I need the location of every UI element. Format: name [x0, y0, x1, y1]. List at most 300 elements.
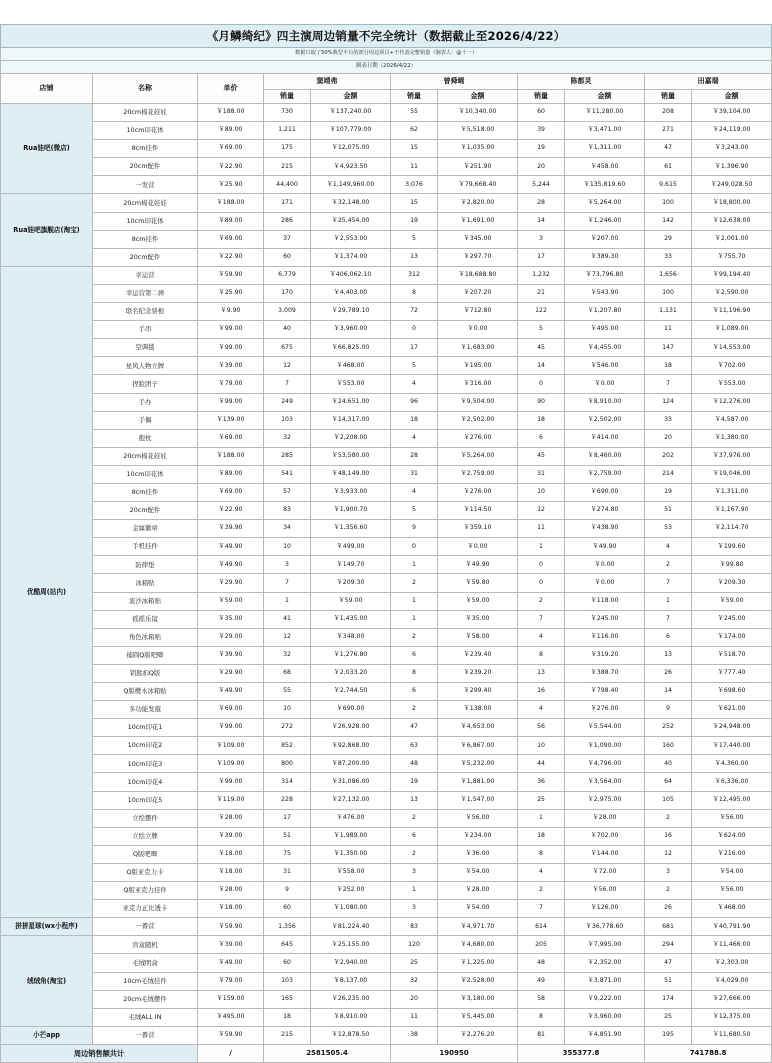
- amount-cell-3: ￥624.00: [692, 827, 772, 845]
- amount-cell-3: ￥2,590.00: [692, 284, 772, 302]
- table-row: [1, 683, 772, 701]
- amount-cell-1: ￥195.00: [438, 357, 518, 375]
- table-row: [1, 248, 772, 266]
- qty-cell-1: 96: [391, 393, 438, 411]
- amount-cell-1: ￥359.10: [438, 520, 518, 538]
- amount-cell-0: ￥4,923.50: [311, 158, 391, 176]
- amount-cell-1: ￥36.00: [438, 845, 518, 863]
- amount-cell-3: ￥99,194.40: [692, 266, 772, 284]
- qty-cell-2: 44: [518, 755, 565, 773]
- item-name-cell: 抱枕: [93, 429, 198, 447]
- amount-cell-0: ￥24,651.00: [311, 393, 391, 411]
- amount-cell-2: ￥135,819.60: [565, 176, 645, 194]
- qty-cell-2: 56: [518, 719, 565, 737]
- amount-cell-1: ￥79,668.40: [438, 176, 518, 194]
- item-name-cell: 10cm印花3: [93, 755, 198, 773]
- amount-cell-0: ￥31,086.00: [311, 773, 391, 791]
- item-name-cell: 20cm配件: [93, 502, 198, 520]
- amount-cell-3: ￥56.00: [692, 882, 772, 900]
- item-price-cell: ￥39.00: [198, 936, 264, 954]
- amount-cell-2: ￥2,975.00: [565, 791, 645, 809]
- amount-cell-0: ￥32,148.00: [311, 194, 391, 212]
- item-name-cell: 一番营: [93, 1026, 198, 1044]
- qty-cell-1: 2: [391, 845, 438, 863]
- amount-cell-3: ￥777.40: [692, 664, 772, 682]
- qty-cell-2: 45: [518, 339, 565, 357]
- qty-cell-3: 1,131: [645, 303, 692, 321]
- amount-cell-0: ￥26,235.00: [311, 990, 391, 1008]
- amount-cell-1: ￥299.40: [438, 683, 518, 701]
- qty-cell-1: 13: [391, 791, 438, 809]
- qty-cell-2: 14: [518, 357, 565, 375]
- qty-cell-0: 3,009: [264, 303, 311, 321]
- amount-cell-3: ￥24,119.00: [692, 122, 772, 140]
- item-price-cell: ￥159.00: [198, 990, 264, 1008]
- chart-date: 制表日期（2026/4/22）: [1, 61, 772, 74]
- qty-cell-3: 51: [645, 972, 692, 990]
- qty-cell-1: 1: [391, 610, 438, 628]
- qty-cell-0: 83: [264, 502, 311, 520]
- subtitle-row: [1, 48, 772, 61]
- amount-cell-3: ￥40,791.90: [692, 918, 772, 936]
- item-name-cell: 金属徽章: [93, 520, 198, 538]
- qty-cell-2: 13: [518, 664, 565, 682]
- amount-cell-0: ￥137,240.00: [311, 104, 391, 122]
- amount-cell-1: ￥56.00: [438, 809, 518, 827]
- qty-cell-0: 40: [264, 321, 311, 339]
- table-row: [1, 339, 772, 357]
- qty-cell-3: 1,656: [645, 266, 692, 284]
- qty-cell-1: 3: [391, 900, 438, 918]
- qty-cell-3: 13: [645, 646, 692, 664]
- store-name-cell: 拼拼星球(wx小程序): [1, 918, 93, 936]
- qty-cell-3: 33: [645, 411, 692, 429]
- qty-cell-0: 6,779: [264, 266, 311, 284]
- column-header-qty-2: 销量: [518, 90, 565, 104]
- total-value-3: 741788.8: [645, 1044, 772, 1062]
- amount-cell-2: ￥7,995.00: [565, 936, 645, 954]
- qty-cell-1: 31: [391, 465, 438, 483]
- item-name-cell: 20cm棉花娃娃: [93, 447, 198, 465]
- qty-cell-1: 20: [391, 990, 438, 1008]
- qty-cell-0: 800: [264, 755, 311, 773]
- qty-cell-3: 160: [645, 737, 692, 755]
- item-name-cell: 联名纪念票根: [93, 303, 198, 321]
- amount-cell-1: ￥0.00: [438, 538, 518, 556]
- qty-cell-0: 171: [264, 194, 311, 212]
- page-title: 《月鳞绮纪》四主演周边销量不完全统计（数据截止至2026/4/22）: [1, 25, 772, 48]
- item-price-cell: ￥89.00: [198, 212, 264, 230]
- amount-cell-3: ￥12,276.00: [692, 393, 772, 411]
- amount-cell-3: ￥621.00: [692, 701, 772, 719]
- amount-cell-3: ￥3,243.00: [692, 140, 772, 158]
- amount-cell-2: ￥389.30: [565, 248, 645, 266]
- table-row: [1, 429, 772, 447]
- amount-cell-2: ￥495.00: [565, 321, 645, 339]
- total-value-2: 355377.8: [518, 1044, 645, 1062]
- amount-cell-1: ￥9,504.00: [438, 393, 518, 411]
- qty-cell-1: 47: [391, 719, 438, 737]
- item-price-cell: ￥22.90: [198, 502, 264, 520]
- qty-cell-3: 681: [645, 918, 692, 936]
- amount-cell-2: ￥4,796.00: [565, 755, 645, 773]
- amount-cell-3: ￥18,800.00: [692, 194, 772, 212]
- amount-cell-1: ￥345.00: [438, 230, 518, 248]
- amount-cell-2: ￥798.40: [565, 683, 645, 701]
- amount-cell-0: ￥25,155.00: [311, 936, 391, 954]
- amount-cell-3: ￥54.00: [692, 863, 772, 881]
- qty-cell-3: 18: [645, 357, 692, 375]
- column-header-qty-0: 销量: [264, 90, 311, 104]
- sales-statistics-table: [0, 24, 772, 1063]
- qty-cell-1: 4: [391, 375, 438, 393]
- qty-cell-0: 165: [264, 990, 311, 1008]
- item-price-cell: ￥89.00: [198, 122, 264, 140]
- item-name-cell: 8cm挂件: [93, 230, 198, 248]
- amount-cell-1: ￥4,653.00: [438, 719, 518, 737]
- amount-cell-3: ￥468.00: [692, 900, 772, 918]
- qty-cell-3: 4: [645, 538, 692, 556]
- column-header-qty-1: 销量: [391, 90, 438, 104]
- amount-cell-1: ￥59.80: [438, 574, 518, 592]
- amount-cell-0: ￥2,553.00: [311, 230, 391, 248]
- item-name-cell: 毛绒ALL IN: [93, 1008, 198, 1026]
- qty-cell-0: 645: [264, 936, 311, 954]
- amount-cell-2: ￥438.90: [565, 520, 645, 538]
- column-header-actor-0: 窦靖弗: [264, 74, 391, 90]
- item-name-cell: 幸运营: [93, 266, 198, 284]
- qty-cell-1: 83: [391, 918, 438, 936]
- table-row: [1, 556, 772, 574]
- qty-cell-2: 7: [518, 610, 565, 628]
- total-price-placeholder: /: [198, 1044, 264, 1062]
- table-row: [1, 773, 772, 791]
- amount-cell-3: ￥1,311.00: [692, 483, 772, 501]
- qty-cell-0: 228: [264, 791, 311, 809]
- item-price-cell: ￥25.90: [198, 176, 264, 194]
- item-name-cell: 20cm配件: [93, 158, 198, 176]
- qty-cell-1: 0: [391, 321, 438, 339]
- qty-cell-3: 294: [645, 936, 692, 954]
- qty-cell-0: 215: [264, 158, 311, 176]
- table-row: [1, 990, 772, 1008]
- qty-cell-1: 4: [391, 429, 438, 447]
- amount-cell-3: ￥24,948.00: [692, 719, 772, 737]
- table-row: [1, 483, 772, 501]
- qty-cell-3: 147: [645, 339, 692, 357]
- item-name-cell: 10cm印花4: [93, 773, 198, 791]
- table-row: [1, 140, 772, 158]
- qty-cell-3: 14: [645, 683, 692, 701]
- qty-cell-1: 11: [391, 158, 438, 176]
- table-row: [1, 1026, 772, 1044]
- qty-cell-0: 37: [264, 230, 311, 248]
- amount-cell-3: ￥249,028.50: [692, 176, 772, 194]
- amount-cell-1: ￥5,445.00: [438, 1008, 518, 1026]
- item-price-cell: ￥18.00: [198, 845, 264, 863]
- qty-cell-2: 8: [518, 646, 565, 664]
- qty-cell-3: 214: [645, 465, 692, 483]
- qty-cell-1: 72: [391, 303, 438, 321]
- qty-cell-1: 2: [391, 701, 438, 719]
- qty-cell-0: 314: [264, 773, 311, 791]
- qty-cell-0: 215: [264, 1026, 311, 1044]
- item-name-cell: 摇摇乐镜: [93, 610, 198, 628]
- table-row: [1, 284, 772, 302]
- item-name-cell: 10cm印花体: [93, 122, 198, 140]
- chart-date-row: [1, 61, 772, 74]
- amount-cell-2: ￥3,871.00: [565, 972, 645, 990]
- item-price-cell: ￥35.00: [198, 610, 264, 628]
- amount-cell-2: ￥702.00: [565, 827, 645, 845]
- amount-cell-1: ￥2,820.00: [438, 194, 518, 212]
- store-name-cell: Rua娃吧旗舰店(淘宝): [1, 194, 93, 266]
- column-header-actor-3: 田嘉瑞: [645, 74, 772, 90]
- amount-cell-1: ￥2,759.00: [438, 465, 518, 483]
- amount-cell-2: ￥73,796.80: [565, 266, 645, 284]
- qty-cell-1: 1: [391, 882, 438, 900]
- table-row: [1, 719, 772, 737]
- amount-cell-3: ￥2,001.00: [692, 230, 772, 248]
- item-name-cell: 毛绒明盒: [93, 954, 198, 972]
- column-header-amount-2: 金额: [565, 90, 645, 104]
- table-row: [1, 972, 772, 990]
- amount-cell-2: ￥690.00: [565, 483, 645, 501]
- amount-cell-3: ￥39,104.00: [692, 104, 772, 122]
- table-row: [1, 176, 772, 194]
- qty-cell-1: 15: [391, 140, 438, 158]
- qty-cell-3: 124: [645, 393, 692, 411]
- qty-cell-2: 1: [518, 809, 565, 827]
- qty-cell-3: 195: [645, 1026, 692, 1044]
- table-row: [1, 411, 772, 429]
- amount-cell-2: ￥5,544.00: [565, 719, 645, 737]
- qty-cell-2: 49: [518, 972, 565, 990]
- amount-cell-2: ￥9,222.00: [565, 990, 645, 1008]
- amount-cell-2: ￥1,207.80: [565, 303, 645, 321]
- qty-cell-0: 286: [264, 212, 311, 230]
- qty-cell-0: 12: [264, 628, 311, 646]
- item-price-cell: ￥109.00: [198, 755, 264, 773]
- item-price-cell: ￥69.00: [198, 429, 264, 447]
- qty-cell-3: 105: [645, 791, 692, 809]
- amount-cell-2: ￥116.00: [565, 628, 645, 646]
- qty-cell-1: 62: [391, 122, 438, 140]
- amount-cell-1: ￥1,691.00: [438, 212, 518, 230]
- qty-cell-0: 10: [264, 538, 311, 556]
- item-price-cell: ￥59.90: [198, 1026, 264, 1044]
- grand-total-row: [1, 1044, 772, 1062]
- amount-cell-0: ￥107,779.00: [311, 122, 391, 140]
- amount-cell-1: ￥54.00: [438, 863, 518, 881]
- qty-cell-0: 170: [264, 284, 311, 302]
- qty-cell-3: 208: [645, 104, 692, 122]
- amount-cell-2: ￥36,778.60: [565, 918, 645, 936]
- qty-cell-1: 18: [391, 411, 438, 429]
- item-price-cell: ￥9.90: [198, 303, 264, 321]
- qty-cell-0: 10: [264, 701, 311, 719]
- table-row: [1, 574, 772, 592]
- qty-cell-1: 0: [391, 538, 438, 556]
- qty-cell-0: 675: [264, 339, 311, 357]
- table-row: [1, 321, 772, 339]
- amount-cell-1: ￥49.90: [438, 556, 518, 574]
- amount-cell-1: ￥28.00: [438, 882, 518, 900]
- qty-cell-1: 19: [391, 212, 438, 230]
- amount-cell-2: ￥8,460.00: [565, 447, 645, 465]
- column-header-qty-3: 销量: [645, 90, 692, 104]
- amount-cell-0: ￥499.00: [311, 538, 391, 556]
- column-header-price: 单价: [198, 74, 264, 104]
- amount-cell-1: ￥234.00: [438, 827, 518, 845]
- qty-cell-0: 41: [264, 610, 311, 628]
- table-row: [1, 303, 772, 321]
- amount-cell-2: ￥28.00: [565, 809, 645, 827]
- item-name-cell: 星风人物立牌: [93, 357, 198, 375]
- amount-cell-2: ￥2,759.00: [565, 465, 645, 483]
- qty-cell-2: 58: [518, 990, 565, 1008]
- qty-cell-1: 2: [391, 628, 438, 646]
- amount-cell-3: ￥4,029.00: [692, 972, 772, 990]
- amount-cell-3: ￥12,638.00: [692, 212, 772, 230]
- table-row: [1, 918, 772, 936]
- amount-cell-2: ￥4,851.90: [565, 1026, 645, 1044]
- amount-cell-1: ￥0.00: [438, 321, 518, 339]
- amount-cell-0: ￥406,062.10: [311, 266, 391, 284]
- item-name-cell: 8cm挂件: [93, 140, 198, 158]
- item-price-cell: ￥188.00: [198, 104, 264, 122]
- qty-cell-1: 32: [391, 972, 438, 990]
- subtitle-note: 数据只取了50%典型平台的部分周边项目+不代表完整销量（制表人：@十一）: [1, 48, 772, 61]
- qty-cell-3: 6: [645, 628, 692, 646]
- amount-cell-3: ￥209.30: [692, 574, 772, 592]
- item-price-cell: ￥79.00: [198, 375, 264, 393]
- amount-cell-3: ￥4,360.00: [692, 755, 772, 773]
- qty-cell-2: 31: [518, 465, 565, 483]
- item-name-cell: 手办: [93, 393, 198, 411]
- item-price-cell: ￥49.90: [198, 683, 264, 701]
- amount-cell-3: ￥702.00: [692, 357, 772, 375]
- item-name-cell: 20cm配件: [93, 248, 198, 266]
- item-price-cell: ￥495.00: [198, 1008, 264, 1026]
- amount-cell-3: ￥245.00: [692, 610, 772, 628]
- amount-cell-3: ￥14,553.00: [692, 339, 772, 357]
- item-name-cell: 空调毯: [93, 339, 198, 357]
- amount-cell-3: ￥199.60: [692, 538, 772, 556]
- qty-cell-2: 7: [518, 900, 565, 918]
- qty-cell-2: 614: [518, 918, 565, 936]
- item-price-cell: ￥79.00: [198, 972, 264, 990]
- amount-cell-3: ￥1,380.00: [692, 429, 772, 447]
- item-name-cell: 一发营: [93, 176, 198, 194]
- qty-cell-2: 39: [518, 122, 565, 140]
- item-price-cell: ￥39.00: [198, 827, 264, 845]
- table-row: [1, 954, 772, 972]
- item-price-cell: ￥99.00: [198, 339, 264, 357]
- amount-cell-1: ￥5,264.00: [438, 447, 518, 465]
- store-name-cell: 小芒app: [1, 1026, 93, 1044]
- amount-cell-1: ￥297.70: [438, 248, 518, 266]
- qty-cell-3: 7: [645, 375, 692, 393]
- qty-cell-2: 18: [518, 411, 565, 429]
- amount-cell-0: ￥29,789.10: [311, 303, 391, 321]
- qty-cell-3: 12: [645, 845, 692, 863]
- amount-cell-2: ￥1,090.00: [565, 737, 645, 755]
- item-price-cell: ￥28.00: [198, 809, 264, 827]
- table-row: [1, 809, 772, 827]
- qty-cell-1: 5: [391, 230, 438, 248]
- qty-cell-1: 19: [391, 773, 438, 791]
- table-row: [1, 936, 772, 954]
- qty-cell-1: 38: [391, 1026, 438, 1044]
- qty-cell-3: 9: [645, 701, 692, 719]
- amount-cell-1: ￥10,340.00: [438, 104, 518, 122]
- item-name-cell: 防摔垫: [93, 556, 198, 574]
- amount-cell-0: ￥2,208.00: [311, 429, 391, 447]
- qty-cell-3: 26: [645, 900, 692, 918]
- qty-cell-1: 5: [391, 357, 438, 375]
- qty-cell-1: 6: [391, 646, 438, 664]
- item-name-cell: 手机挂件: [93, 538, 198, 556]
- amount-cell-1: ￥35.00: [438, 610, 518, 628]
- column-header-amount-0: 金额: [311, 90, 391, 104]
- qty-cell-3: 51: [645, 502, 692, 520]
- qty-cell-1: 25: [391, 954, 438, 972]
- table-row: [1, 882, 772, 900]
- qty-cell-3: 40: [645, 755, 692, 773]
- qty-cell-0: 103: [264, 972, 311, 990]
- amount-cell-2: ￥319.20: [565, 646, 645, 664]
- qty-cell-2: 19: [518, 140, 565, 158]
- amount-cell-0: ￥66,825.00: [311, 339, 391, 357]
- amount-cell-0: ￥8,137.00: [311, 972, 391, 990]
- column-header-name: 名称: [93, 74, 198, 104]
- table-row: [1, 845, 772, 863]
- item-price-cell: ￥18.00: [198, 863, 264, 881]
- amount-cell-3: ￥1,396.90: [692, 158, 772, 176]
- qty-cell-2: 90: [518, 393, 565, 411]
- amount-cell-0: ￥1,080.00: [311, 900, 391, 918]
- amount-cell-3: ￥11,680.50: [692, 1026, 772, 1044]
- table-row: [1, 592, 772, 610]
- item-price-cell: ￥109.00: [198, 737, 264, 755]
- amount-cell-3: ￥518.70: [692, 646, 772, 664]
- qty-cell-2: 4: [518, 701, 565, 719]
- qty-cell-0: 7: [264, 574, 311, 592]
- qty-cell-2: 16: [518, 683, 565, 701]
- qty-cell-2: 8: [518, 1008, 565, 1026]
- amount-cell-0: ￥81,224.40: [311, 918, 391, 936]
- header-row-top: [1, 74, 772, 90]
- table-row: [1, 230, 772, 248]
- amount-cell-0: ￥1,900.70: [311, 502, 391, 520]
- table-row: [1, 375, 772, 393]
- qty-cell-2: 10: [518, 483, 565, 501]
- qty-cell-3: 29: [645, 230, 692, 248]
- amount-cell-3: ￥17,440.00: [692, 737, 772, 755]
- amount-cell-2: ￥4,455.00: [565, 339, 645, 357]
- amount-cell-0: ￥26,928.00: [311, 719, 391, 737]
- qty-cell-0: 1: [264, 592, 311, 610]
- amount-cell-2: ￥72.00: [565, 863, 645, 881]
- amount-cell-3: ￥59.00: [692, 592, 772, 610]
- amount-cell-0: ￥2,940.00: [311, 954, 391, 972]
- amount-cell-3: ￥19,046.00: [692, 465, 772, 483]
- qty-cell-3: 25: [645, 1008, 692, 1026]
- table-row: [1, 755, 772, 773]
- amount-cell-2: ￥2,502.00: [565, 411, 645, 429]
- qty-cell-3: 2: [645, 809, 692, 827]
